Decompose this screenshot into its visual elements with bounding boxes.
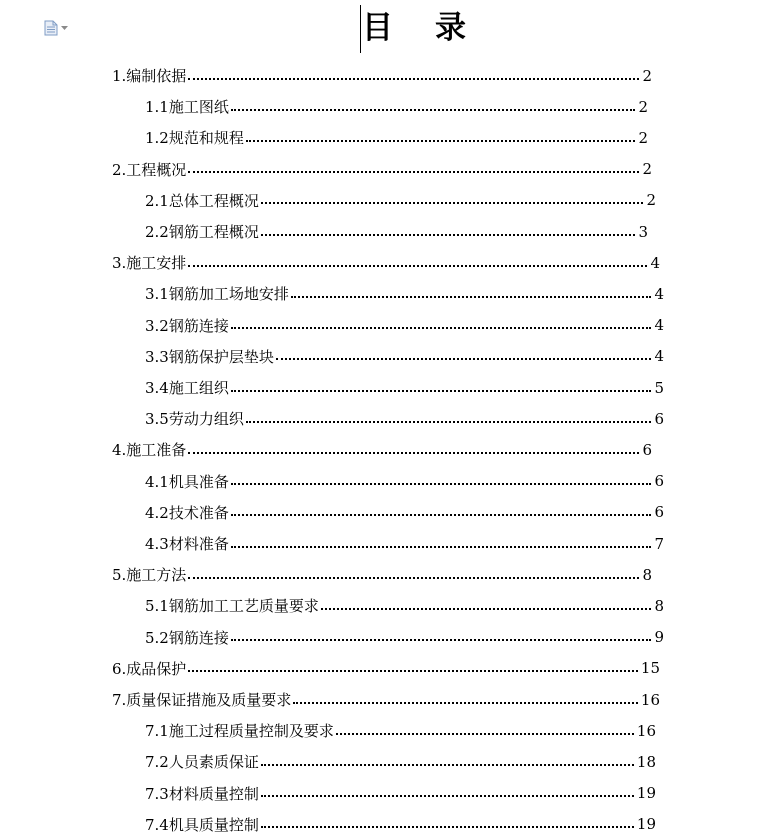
toc-dot-leader [188,265,647,267]
toc-dot-leader [261,795,634,797]
toc-entry-label: 2.1总体工程概况 [145,191,259,210]
toc-entry[interactable] [112,559,652,590]
toc-entry-label: 1.1施工图纸 [145,98,229,117]
toc-entry-label: 7.4机具质量控制 [145,815,259,834]
toc-entry[interactable] [145,622,664,653]
toc-entry-page-number: 2 [638,128,648,147]
toc-entry-page-number: 5 [654,378,664,397]
toc-entry-label: 7.1施工过程质量控制及要求 [145,722,334,741]
toc-entry-page-number: 9 [654,628,664,647]
toc-entry-label: 1.编制依据 [112,67,187,85]
toc-dot-leader [336,733,634,735]
toc-title-char-2: 录 [435,10,466,46]
toc-dot-leader [231,639,652,641]
toc-entry[interactable] [145,185,656,216]
toc-dot-leader [246,140,636,142]
toc-entry-page-number: 16 [636,721,656,740]
toc-entry[interactable] [112,247,660,278]
toc-entry[interactable] [145,310,664,341]
toc-entry-page-number: 18 [636,752,656,771]
toc-entry-page-number: 4 [654,347,664,366]
toc-entry-page-number: 6 [654,472,664,491]
toc-entry[interactable] [145,528,664,559]
toc-entry-page-number: 2 [638,97,648,116]
toc-entry[interactable] [145,809,656,839]
toc-dot-leader [231,546,652,548]
toc-entry-page-number: 4 [654,316,664,335]
toc-entry-page-number: 4 [650,253,660,272]
toc-entry-page-number: 15 [640,659,660,678]
toc-entry[interactable] [145,278,664,309]
toc-entry[interactable] [145,216,648,247]
toc-entry-page-number: 7 [654,534,664,553]
toc-entry-label: 3.5劳动力组织 [145,410,244,429]
toc-entry[interactable] [145,403,664,434]
toc-entry-page-number: 3 [638,222,648,241]
toc-title-char-1: 目 [362,10,393,46]
toc-dot-leader [291,296,652,298]
toc-dot-leader [188,452,639,454]
toc-entry[interactable] [112,154,652,185]
toc-dot-leader [276,358,652,360]
toc-entry[interactable] [112,653,660,684]
paste-options-button[interactable] [44,18,74,38]
text-cursor [360,5,361,53]
toc-entry-label: 3.4施工组织 [145,379,229,397]
toc-entry[interactable] [145,372,664,403]
toc-entry-page-number: 19 [636,784,656,803]
toc-entry-page-number: 8 [642,565,652,584]
toc-dot-leader [188,78,639,80]
document-icon [44,20,58,36]
toc-entry-label: 3.1钢筋加工场地安排 [145,285,289,304]
toc-entry[interactable] [145,91,648,122]
toc-entry-label: 4.3材料准备 [145,535,229,553]
toc-entry-label: 7.2人员素质保证 [145,753,259,772]
toc-entry[interactable] [112,684,660,715]
toc-dot-leader [261,826,634,828]
toc-dot-leader [261,234,636,236]
toc-entry-page-number: 8 [654,596,664,615]
toc-entry-page-number: 6 [654,409,664,428]
toc-entry-label: 2.2钢筋工程概况 [145,223,259,241]
toc-entry-label: 7.3材料质量控制 [145,784,259,803]
toc-title [362,8,466,48]
toc-entry-page-number: 2 [642,66,652,85]
toc-dot-leader [261,202,644,204]
toc-dot-leader [188,670,638,672]
dropdown-arrow-icon [61,26,68,31]
toc-entry-page-number: 2 [642,160,652,179]
toc-dot-leader [231,483,652,485]
toc-entry-label: 3.3钢筋保护层垫块 [145,347,274,366]
toc-entry-label: 4.施工准备 [112,441,187,460]
toc-entry[interactable] [145,122,648,153]
toc-entry[interactable] [145,497,664,528]
toc-entry[interactable] [112,60,652,91]
toc-entry[interactable] [112,434,652,465]
toc-entry-page-number: 19 [636,815,656,834]
toc-dot-leader [231,109,636,111]
toc-entry-page-number: 2 [646,191,656,210]
toc-entry-label: 2.工程概况 [112,160,187,179]
toc-entry-label: 4.2技术准备 [145,503,229,522]
toc-dot-leader [231,390,652,392]
toc-entry-label: 3.2钢筋连接 [145,316,229,335]
toc-entry[interactable] [145,715,656,746]
toc-dot-leader [188,171,639,173]
toc-entry[interactable] [145,746,656,777]
toc-entry-label: 6.成品保护 [112,659,187,678]
toc-dot-leader [293,702,638,704]
toc-entry[interactable] [145,341,664,372]
toc-entry-page-number: 6 [642,440,652,459]
toc-entry-label: 5.施工方法 [112,566,187,585]
toc-entry-label: 1.2规范和规程 [145,129,244,148]
toc-entry-page-number: 16 [640,690,660,709]
toc-dot-leader [261,764,634,766]
toc-dot-leader [231,327,652,329]
toc-dot-leader [188,577,639,579]
toc-entry[interactable] [145,778,656,809]
toc-entry[interactable] [145,466,664,497]
toc-entry-page-number: 4 [654,284,664,303]
toc-entry-label: 5.1钢筋加工工艺质量要求 [145,597,319,616]
toc-dot-leader [231,514,652,516]
toc-dot-leader [321,608,652,610]
toc-entry-label: 5.2钢筋连接 [145,628,229,647]
toc-entry-label: 3.施工安排 [112,254,187,273]
toc-dot-leader [246,421,652,423]
toc-entry-label: 7.质量保证措施及质量要求 [112,691,292,709]
toc-entry-label: 4.1机具准备 [145,472,229,491]
toc-entry[interactable] [145,590,664,621]
toc-entry-page-number: 6 [654,503,664,522]
